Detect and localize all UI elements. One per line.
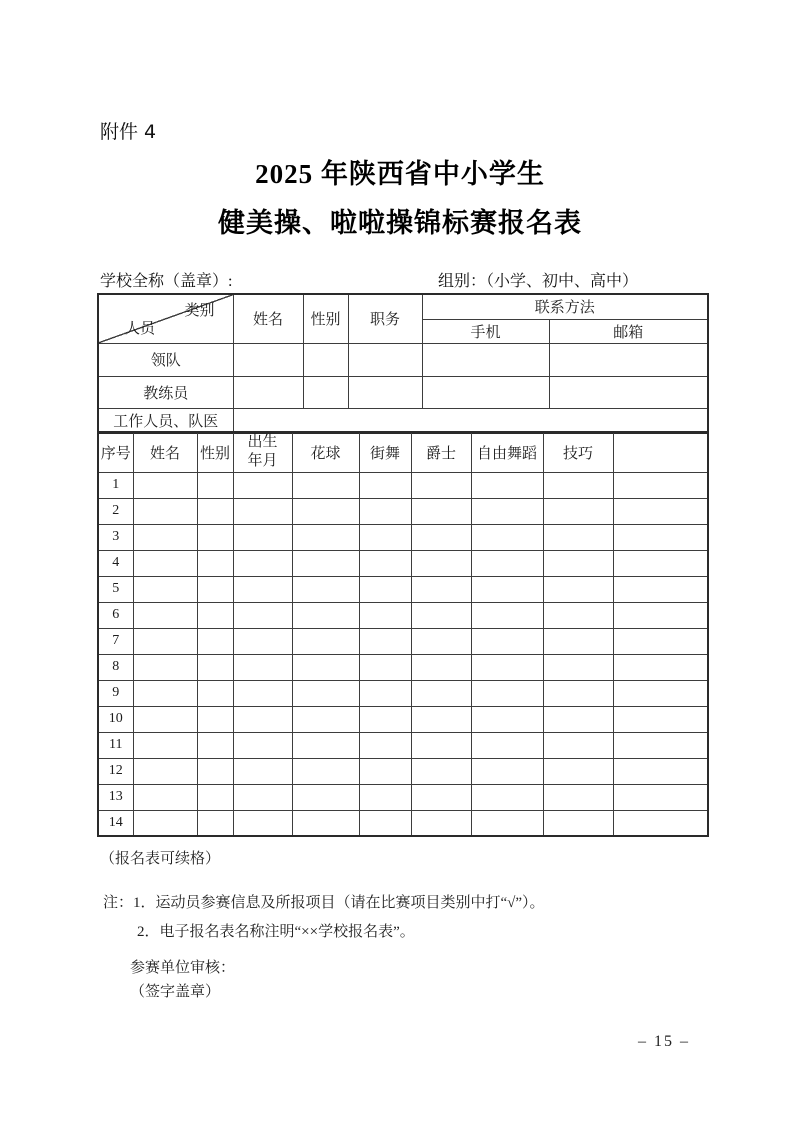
empty-cell — [543, 524, 613, 550]
table-row — [98, 524, 708, 550]
header-birthdate-text: 出生年月 — [247, 434, 278, 470]
empty-cell — [543, 654, 613, 680]
empty-cell — [233, 680, 292, 706]
row-number: 11 — [98, 732, 133, 758]
empty-cell — [292, 706, 359, 732]
empty-cell — [359, 498, 411, 524]
empty-cell — [292, 576, 359, 602]
empty-cell — [543, 498, 613, 524]
empty-cell — [411, 472, 471, 498]
empty-cell — [613, 628, 708, 654]
group-label: 组别：（小学、初中、高中） — [438, 273, 639, 290]
table-row — [98, 472, 708, 498]
table-row — [98, 550, 708, 576]
empty-cell — [411, 576, 471, 602]
header-serial: 序号 — [98, 432, 133, 472]
empty-cell — [422, 343, 549, 376]
empty-cell — [543, 810, 613, 836]
empty-cell — [359, 680, 411, 706]
empty-cell — [411, 732, 471, 758]
table-row — [98, 602, 708, 628]
empty-cell — [197, 498, 233, 524]
empty-cell — [292, 602, 359, 628]
diagonal-label-personnel: 人员 — [125, 320, 156, 337]
empty-cell — [613, 524, 708, 550]
empty-cell — [411, 706, 471, 732]
empty-cell — [233, 706, 292, 732]
empty-cell — [613, 576, 708, 602]
empty-cell — [411, 680, 471, 706]
empty-cell — [359, 524, 411, 550]
empty-cell — [471, 550, 543, 576]
attachment-label: 附件 4 — [100, 121, 157, 143]
empty-cell — [233, 343, 303, 376]
empty-cell — [233, 654, 292, 680]
empty-cell — [411, 628, 471, 654]
empty-cell — [133, 784, 197, 810]
row-label-leader: 领队 — [98, 343, 233, 376]
empty-cell — [543, 706, 613, 732]
empty-cell — [197, 472, 233, 498]
empty-cell — [543, 602, 613, 628]
empty-cell — [292, 524, 359, 550]
empty-cell — [133, 680, 197, 706]
empty-cell — [613, 602, 708, 628]
table-row — [98, 680, 708, 706]
signature-label: （签字盖章） — [130, 984, 221, 1000]
empty-cell — [411, 810, 471, 836]
table-row — [98, 758, 708, 784]
empty-cell — [292, 680, 359, 706]
empty-cell — [411, 524, 471, 550]
empty-cell — [471, 810, 543, 836]
row-number: 4 — [98, 550, 133, 576]
empty-cell — [197, 680, 233, 706]
empty-cell — [359, 550, 411, 576]
row-number: 5 — [98, 576, 133, 602]
empty-cell — [292, 758, 359, 784]
empty-cell — [543, 628, 613, 654]
empty-cell — [233, 550, 292, 576]
row-number: 13 — [98, 784, 133, 810]
empty-cell — [543, 758, 613, 784]
empty-cell — [292, 784, 359, 810]
diagonal-header-cell — [98, 294, 233, 343]
header-title: 职务 — [348, 294, 422, 343]
empty-cell — [233, 498, 292, 524]
page-title — [0, 150, 800, 248]
empty-cell — [233, 376, 303, 408]
empty-cell — [359, 654, 411, 680]
empty-cell — [613, 784, 708, 810]
empty-cell — [411, 758, 471, 784]
note-line-1: 注：1．运动员参赛信息及所报项目（请在比赛项目类别中打“√”）。 — [103, 895, 545, 911]
empty-cell — [233, 628, 292, 654]
empty-cell — [359, 758, 411, 784]
empty-cell — [292, 654, 359, 680]
empty-cell — [613, 654, 708, 680]
empty-cell — [348, 376, 422, 408]
header-gender: 性别 — [303, 294, 348, 343]
empty-cell — [233, 758, 292, 784]
empty-cell — [411, 498, 471, 524]
row-number: 7 — [98, 628, 133, 654]
review-label: 参赛单位审核： — [130, 960, 236, 976]
empty-cell — [411, 654, 471, 680]
empty-cell — [359, 628, 411, 654]
title-line-2: 健美操、啦啦操锦标赛报名表 — [218, 208, 582, 238]
row-label-staff-doctor: 工作人员、队医 — [98, 408, 233, 433]
empty-cell — [543, 472, 613, 498]
empty-cell — [233, 732, 292, 758]
empty-cell — [359, 602, 411, 628]
row-number: 2 — [98, 498, 133, 524]
empty-cell — [613, 810, 708, 836]
header-blank — [613, 432, 708, 472]
header-email: 邮箱 — [549, 319, 708, 343]
empty-cell — [411, 784, 471, 810]
empty-cell — [233, 602, 292, 628]
empty-cell — [613, 472, 708, 498]
empty-cell — [471, 654, 543, 680]
empty-cell — [613, 550, 708, 576]
staff-table — [97, 293, 709, 434]
empty-cell — [543, 680, 613, 706]
empty-merged-cell — [233, 408, 708, 433]
diagonal-label-category: 类别 — [184, 303, 215, 319]
table-row — [98, 810, 708, 836]
table-row — [98, 784, 708, 810]
empty-cell — [233, 524, 292, 550]
empty-cell — [613, 758, 708, 784]
empty-cell — [233, 576, 292, 602]
header-technique: 技巧 — [543, 432, 613, 472]
empty-cell — [471, 472, 543, 498]
empty-cell — [133, 732, 197, 758]
empty-cell — [292, 628, 359, 654]
school-name-label: 学校全称（盖章）: — [100, 273, 233, 290]
empty-cell — [543, 732, 613, 758]
empty-cell — [348, 343, 422, 376]
empty-cell — [471, 628, 543, 654]
empty-cell — [197, 706, 233, 732]
empty-cell — [292, 498, 359, 524]
empty-cell — [197, 628, 233, 654]
row-label-coach: 教练员 — [98, 376, 233, 408]
header-phone: 手机 — [422, 319, 549, 343]
empty-cell — [411, 550, 471, 576]
empty-cell — [359, 784, 411, 810]
empty-cell — [613, 706, 708, 732]
empty-cell — [292, 732, 359, 758]
table-row — [98, 576, 708, 602]
empty-cell — [197, 576, 233, 602]
empty-cell — [197, 732, 233, 758]
empty-cell — [197, 550, 233, 576]
empty-cell — [233, 810, 292, 836]
empty-cell — [543, 576, 613, 602]
empty-cell — [233, 472, 292, 498]
empty-cell — [359, 732, 411, 758]
empty-cell — [359, 810, 411, 836]
continuation-note: （报名表可续格） — [100, 851, 221, 867]
empty-cell — [292, 550, 359, 576]
empty-cell — [471, 732, 543, 758]
empty-cell — [303, 343, 348, 376]
empty-cell — [197, 654, 233, 680]
empty-cell — [471, 706, 543, 732]
empty-cell — [471, 758, 543, 784]
empty-cell — [303, 376, 348, 408]
empty-cell — [133, 472, 197, 498]
header-pom: 花球 — [292, 432, 359, 472]
athlete-table — [97, 431, 709, 837]
title-line-1: 2025 年陕西省中小学生 — [255, 159, 545, 189]
empty-cell — [133, 524, 197, 550]
empty-cell — [133, 654, 197, 680]
row-number: 12 — [98, 758, 133, 784]
empty-cell — [359, 472, 411, 498]
empty-cell — [471, 602, 543, 628]
empty-cell — [359, 576, 411, 602]
row-number: 1 — [98, 472, 133, 498]
empty-cell — [471, 680, 543, 706]
row-number: 6 — [98, 602, 133, 628]
empty-cell — [613, 732, 708, 758]
empty-cell — [471, 784, 543, 810]
empty-cell — [422, 376, 549, 408]
empty-cell — [359, 706, 411, 732]
empty-cell — [549, 343, 708, 376]
empty-cell — [197, 810, 233, 836]
table-row — [98, 732, 708, 758]
empty-cell — [133, 602, 197, 628]
empty-cell — [411, 602, 471, 628]
row-number: 14 — [98, 810, 133, 836]
empty-cell — [133, 810, 197, 836]
header-gender: 性别 — [197, 432, 233, 472]
empty-cell — [133, 706, 197, 732]
empty-cell — [133, 628, 197, 654]
empty-cell — [613, 680, 708, 706]
header-hiphop: 街舞 — [359, 432, 411, 472]
empty-cell — [543, 550, 613, 576]
page-number: – 15 – — [638, 1033, 690, 1050]
empty-cell — [471, 524, 543, 550]
note-line-2: 2．电子报名表名称注明“××学校报名表”。 — [137, 924, 415, 940]
header-name: 姓名 — [233, 294, 303, 343]
row-number: 9 — [98, 680, 133, 706]
header-contact: 联系方法 — [422, 294, 708, 319]
empty-cell — [233, 784, 292, 810]
empty-cell — [549, 376, 708, 408]
table-row — [98, 628, 708, 654]
header-freestyle: 自由舞蹈 — [471, 432, 543, 472]
empty-cell — [133, 550, 197, 576]
empty-cell — [133, 758, 197, 784]
empty-cell — [292, 810, 359, 836]
table-row — [98, 498, 708, 524]
table-row — [98, 706, 708, 732]
empty-cell — [197, 784, 233, 810]
empty-cell — [471, 498, 543, 524]
row-number: 3 — [98, 524, 133, 550]
empty-cell — [197, 602, 233, 628]
empty-cell — [471, 576, 543, 602]
row-number: 10 — [98, 706, 133, 732]
empty-cell — [613, 498, 708, 524]
header-birthdate — [233, 432, 292, 472]
table-row — [98, 654, 708, 680]
empty-cell — [292, 472, 359, 498]
empty-cell — [197, 524, 233, 550]
athlete-rows — [98, 472, 708, 836]
empty-cell — [133, 576, 197, 602]
empty-cell — [543, 784, 613, 810]
row-number: 8 — [98, 654, 133, 680]
header-jazz: 爵士 — [411, 432, 471, 472]
empty-cell — [197, 758, 233, 784]
empty-cell — [133, 498, 197, 524]
header-name: 姓名 — [133, 432, 197, 472]
